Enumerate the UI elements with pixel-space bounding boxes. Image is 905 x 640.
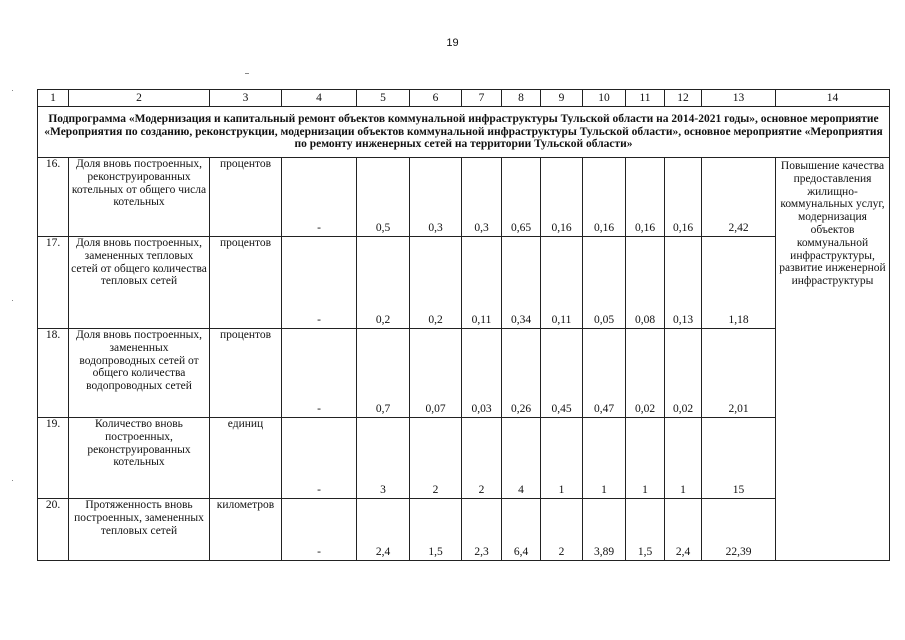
expected-result: Повышение качества предоставления жилищно-коммунальных услуг, модернизация объектов коммунальной инфраструктуры, развитие инженерной инфраструктуры [776, 158, 890, 561]
scan-dot [12, 300, 13, 301]
value-cell: 2 [462, 418, 502, 499]
value-cell: 0,08 [626, 237, 665, 329]
value-cell: 0,2 [357, 237, 410, 329]
subprogram-title: Подпрограмма «Модернизация и капитальный ремонт объектов коммунальной инфраструктуры Тульской области на 2014-2021 годы», основное мероприятие «Мероприятия по созданию, реконструкции, модернизации объектов коммунальной инфраструктуры Тульской области», основное мероприятие «Мероприятия по ремонту инженерных сетей на территории Тульской области» [38, 107, 890, 158]
table-row [38, 329, 890, 418]
base-value: - [282, 158, 357, 237]
value-cell: 0,05 [583, 237, 626, 329]
value-cell: 0,7 [357, 329, 410, 418]
scan-dot [12, 480, 13, 481]
indicator-unit: процентов [210, 237, 282, 329]
column-number: 14 [776, 90, 890, 107]
base-value: - [282, 418, 357, 499]
value-cell: 2,4 [665, 499, 702, 561]
total-value: 22,39 [702, 499, 776, 561]
column-number: 5 [357, 90, 410, 107]
total-value: 15 [702, 418, 776, 499]
subprogram-row [38, 107, 890, 158]
indicator-name: Количество вновь построенных, реконструированных котельных [69, 418, 210, 499]
total-value: 1,18 [702, 237, 776, 329]
indicator-name: Доля вновь построенных, реконструированных котельных от общего числа котельных [69, 158, 210, 237]
value-cell: 0,02 [626, 329, 665, 418]
column-number: 9 [541, 90, 583, 107]
base-value: - [282, 499, 357, 561]
value-cell: 2,3 [462, 499, 502, 561]
value-cell: 2 [541, 499, 583, 561]
row-number: 20. [38, 499, 69, 561]
row-number: 18. [38, 329, 69, 418]
value-cell: 0,2 [410, 237, 462, 329]
value-cell: 0,3 [410, 158, 462, 237]
value-cell: 1 [626, 418, 665, 499]
column-number: 7 [462, 90, 502, 107]
scan-dot [245, 73, 249, 74]
value-cell: 0,03 [462, 329, 502, 418]
column-number: 2 [69, 90, 210, 107]
value-cell: 1 [583, 418, 626, 499]
row-number: 17. [38, 237, 69, 329]
table-row [38, 418, 890, 499]
value-cell: 4 [502, 418, 541, 499]
value-cell: 6,4 [502, 499, 541, 561]
value-cell: 0,16 [583, 158, 626, 237]
column-number: 10 [583, 90, 626, 107]
value-cell: 0,45 [541, 329, 583, 418]
value-cell: 2 [410, 418, 462, 499]
base-value: - [282, 329, 357, 418]
row-number: 19. [38, 418, 69, 499]
total-value: 2,01 [702, 329, 776, 418]
value-cell: 1,5 [410, 499, 462, 561]
value-cell: 3 [357, 418, 410, 499]
value-cell: 2,4 [357, 499, 410, 561]
column-number-row [38, 90, 890, 107]
column-number: 13 [702, 90, 776, 107]
value-cell: 0,16 [665, 158, 702, 237]
value-cell: 1 [541, 418, 583, 499]
total-value: 2,42 [702, 158, 776, 237]
scan-dot [12, 90, 13, 91]
indicator-name: Доля вновь построенных, замененных водопроводных сетей от общего количества водопроводных сетей [69, 329, 210, 418]
row-number: 16. [38, 158, 69, 237]
indicators-table [37, 89, 890, 561]
value-cell: 1,5 [626, 499, 665, 561]
value-cell: 1 [665, 418, 702, 499]
value-cell: 0,13 [665, 237, 702, 329]
value-cell: 0,16 [541, 158, 583, 237]
table-row [38, 499, 890, 561]
column-number: 11 [626, 90, 665, 107]
column-number: 6 [410, 90, 462, 107]
column-number: 1 [38, 90, 69, 107]
indicator-name: Протяженность вновь построенных, замененных тепловых сетей [69, 499, 210, 561]
column-number: 3 [210, 90, 282, 107]
table-row [38, 158, 890, 237]
value-cell: 0,65 [502, 158, 541, 237]
column-number: 12 [665, 90, 702, 107]
value-cell: 0,07 [410, 329, 462, 418]
indicator-unit: единиц [210, 418, 282, 499]
indicator-name: Доля вновь построенных, замененных тепловых сетей от общего количества тепловых сетей [69, 237, 210, 329]
indicator-unit: километров [210, 499, 282, 561]
column-number: 8 [502, 90, 541, 107]
value-cell: 0,02 [665, 329, 702, 418]
value-cell: 0,47 [583, 329, 626, 418]
table-row [38, 237, 890, 329]
indicator-unit: процентов [210, 158, 282, 237]
indicator-unit: процентов [210, 329, 282, 418]
page-number: 19 [446, 37, 459, 49]
value-cell: 0,34 [502, 237, 541, 329]
value-cell: 0,3 [462, 158, 502, 237]
base-value: - [282, 237, 357, 329]
value-cell: 0,11 [462, 237, 502, 329]
value-cell: 0,11 [541, 237, 583, 329]
value-cell: 3,89 [583, 499, 626, 561]
value-cell: 0,5 [357, 158, 410, 237]
column-number: 4 [282, 90, 357, 107]
value-cell: 0,26 [502, 329, 541, 418]
value-cell: 0,16 [626, 158, 665, 237]
